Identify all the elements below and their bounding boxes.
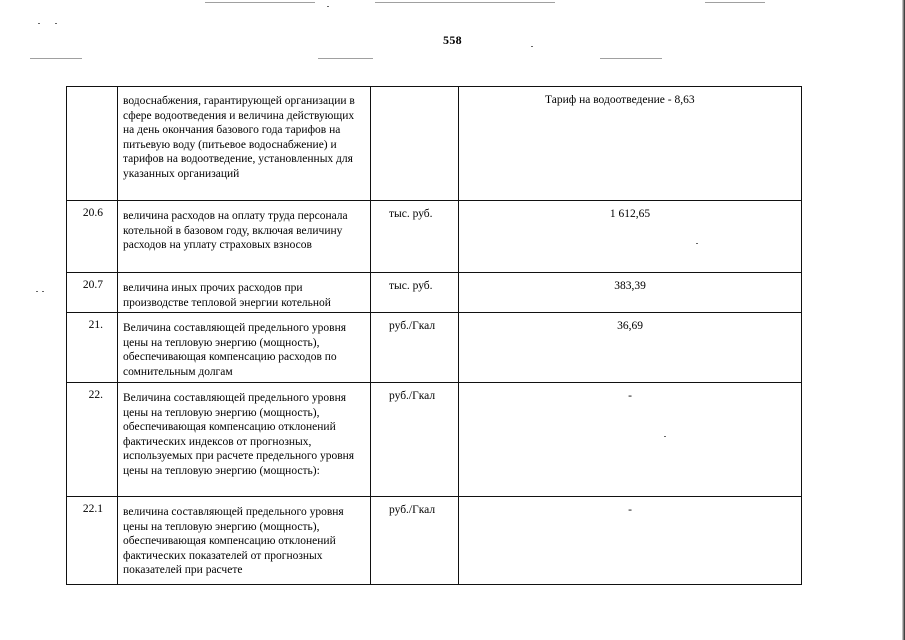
row-description: Величина составляющей предельного уровня цены на тепловую энергию (мощность), обеспечивающая компенсацию отклонений фактических индексов от прогнозных, используемых при расчете предельного уровня цены на тепловую энергию (мощность): [123, 392, 355, 477]
page-number: 558 [443, 33, 462, 47]
scan-artifact-line [205, 2, 315, 3]
row-value: Тариф на водоотведение - 8,63 [545, 94, 695, 106]
row-number: 20.7 [82, 279, 103, 291]
description-cell [118, 313, 371, 383]
table-row [67, 313, 802, 383]
unit-cell [371, 383, 459, 497]
table-row [67, 201, 802, 273]
row-description: величина иных прочих расходов при производстве тепловой энергии котельной [123, 282, 331, 309]
row-unit: руб./Гкал [389, 320, 436, 332]
scan-artifact-line [705, 2, 765, 3]
row-number-cell [67, 383, 118, 497]
scan-artifact-dot [38, 23, 40, 24]
row-number: 20.6 [82, 207, 103, 219]
scan-artifact-line [30, 58, 82, 59]
unit-cell [371, 87, 459, 201]
row-unit: тыс. руб. [389, 208, 433, 220]
row-number-cell [67, 87, 118, 201]
row-unit: тыс. руб. [389, 280, 433, 292]
scan-artifact-line [318, 58, 373, 59]
row-number-cell [67, 273, 118, 313]
row-number-cell [67, 313, 118, 383]
value-cell [459, 383, 802, 497]
row-value: 383,39 [614, 280, 646, 292]
scan-artifact-dot [55, 23, 57, 24]
value-cell [459, 313, 802, 383]
row-number: 21. [88, 319, 103, 331]
row-value: - [628, 504, 632, 516]
scan-artifact-dot [36, 291, 38, 292]
table-row [67, 497, 802, 585]
row-number: 22.1 [82, 503, 103, 515]
row-value: - [628, 390, 632, 402]
row-unit: руб./Гкал [389, 390, 436, 402]
row-number-cell [67, 201, 118, 273]
row-number-cell [67, 497, 118, 585]
description-cell [118, 273, 371, 313]
row-description: величина составляющей предельного уровня цены на тепловую энергию (мощность), обеспечивающая компенсацию отклонений фактических показателей от прогнозных показателей при расчете [123, 506, 344, 576]
row-value: 1 612,65 [609, 208, 651, 220]
scan-artifact-line [375, 2, 555, 3]
unit-cell [371, 201, 459, 273]
description-cell [118, 497, 371, 585]
row-number: 22. [88, 389, 103, 401]
unit-cell [371, 313, 459, 383]
description-cell [118, 201, 371, 273]
value-cell [459, 497, 802, 585]
unit-cell [371, 497, 459, 585]
table-row [67, 383, 802, 497]
value-cell [459, 87, 802, 201]
row-value: 36,69 [617, 320, 643, 332]
table-row [67, 273, 802, 313]
tariff-table [66, 86, 802, 585]
value-cell [459, 273, 802, 313]
description-cell [118, 383, 371, 497]
row-unit: руб./Гкал [389, 504, 436, 516]
scan-artifact-dot [327, 6, 329, 7]
row-description: водоснабжения, гарантирующей организации в сфере водоотведения и величина действующих на день окончания базового года тарифов на питьевую воду (питьевое водоснабжение) и тарифов на водоотведение, установленных для указанных организаций [123, 95, 355, 180]
description-cell [118, 87, 371, 201]
row-description: Величина составляющей предельного уровня цены на тепловую энергию (мощность), обеспечивающая компенсацию расходов по сомнительным долгам [123, 322, 347, 378]
row-description: величина расходов на оплату труда персонала котельной в базовом году, включая величину расходов на уплату страховых взносов [123, 210, 348, 251]
scan-artifact-line [600, 58, 662, 59]
value-cell [459, 201, 802, 273]
unit-cell [371, 273, 459, 313]
table-row [67, 87, 802, 201]
scan-artifact-dot [42, 291, 44, 292]
